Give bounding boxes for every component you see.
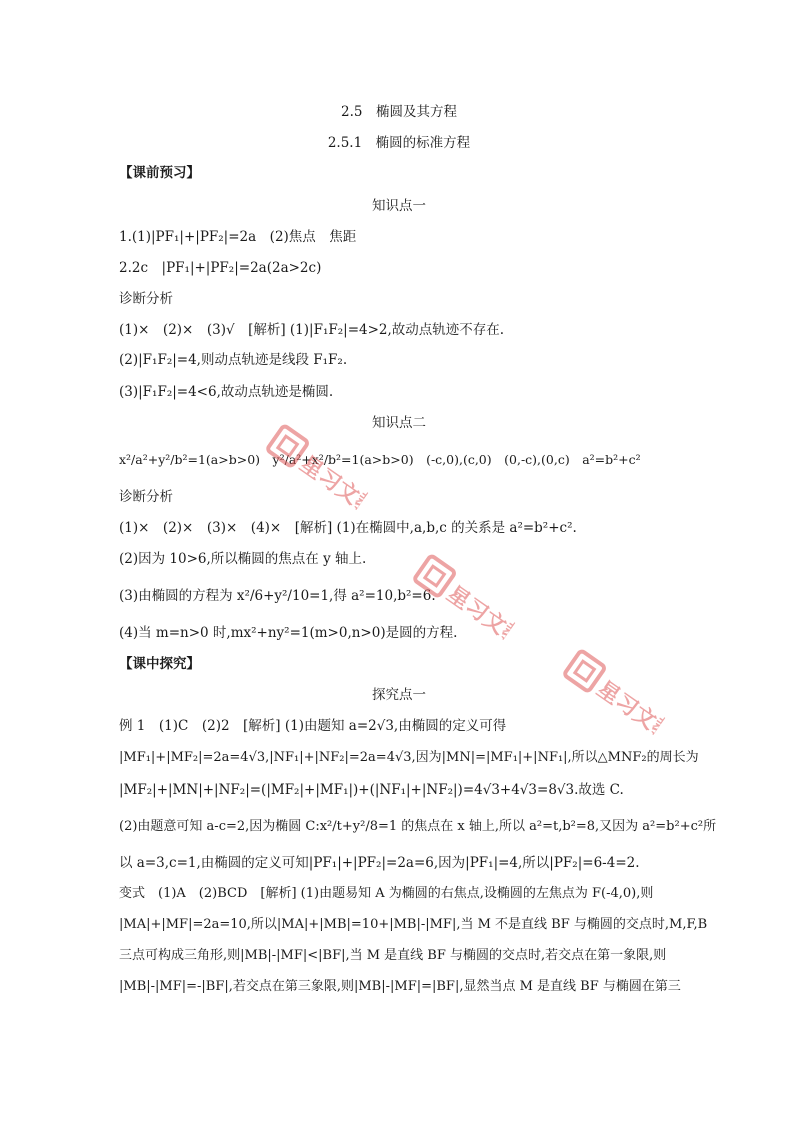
- variant-line-4: |MB|-|MF|=-|BF|,若交点在第三象限,则|MB|-|MF|=|BF|,显然当点 M 是直线 BF 与椭圆在第三: [119, 979, 681, 994]
- diagnosis2-line-3: (3)由椭圆的方程为 x²/6+y²/10=1,得 a²=10,b²=6.: [119, 588, 436, 604]
- knowledge1-line-2: 2.2c |PF₁|+|PF₂|=2a(2a>2c): [119, 260, 322, 276]
- page-title: 2.5 椭圆及其方程: [341, 104, 457, 120]
- example1-line-4: (2)由题意可知 a-c=2,因为椭圆 C:x²/t+y²/8=1 的焦点在 x 轴上,所以 a²=t,b²=8,又因为 a²=b²+c²所: [119, 819, 717, 834]
- example1-line-1: 例 1 (1)C (2)2 [解析] (1)由题知 a=2√3,由椭圆的定义可得: [119, 718, 507, 734]
- diagnosis1-line-1: (1)× (2)× (3)√ [解析] (1)|F₁F₂|=4>2,故动点轨迹不存在.: [119, 322, 505, 338]
- example1-line-2: |MF₁|+|MF₂|=2a=4√3,|NF₁|+|NF₂|=2a=4√3,因为|MN|=|MF₁|+|NF₁|,所以△MNF₂的周长为: [119, 750, 699, 765]
- explore-point-1-heading: 探究点一: [372, 687, 426, 703]
- knowledge-point-1-heading: 知识点一: [372, 198, 426, 214]
- knowledge1-line-1: 1.(1)|PF₁|+|PF₂|=2a (2)焦点 焦距: [119, 229, 357, 245]
- svg-text:星习文教: 星习文教: [295, 451, 376, 523]
- diagnosis1-line-2: (2)|F₁F₂|=4,则动点轨迹是线段 F₁F₂.: [119, 352, 348, 368]
- knowledge2-line-1: x²/a²+y²/b²=1(a>b>0) y²/a²+x²/b²=1(a>b>0) (-c,0),(c,0) (0,-c),(0,c) a²=b²+c²: [119, 452, 641, 467]
- page-subtitle: 2.5.1 椭圆的标准方程: [327, 135, 471, 151]
- knowledge-point-2-heading: 知识点二: [372, 415, 426, 431]
- variant-line-3: 三点可构成三角形,则|MB|-|MF|<|BF|,当 M 是直线 BF 与椭圆的交点时,若交点在第一象限,则: [119, 948, 667, 963]
- example1-line-3: |MF₂|+|MN|+|NF₂|=(|MF₂|+|MF₁|)+(|NF₁|+|NF₂|)=4√3+4√3=8√3.故选 C.: [119, 782, 624, 798]
- section-in-class: 【课中探究】: [119, 656, 200, 672]
- diagnosis2-line-1: (1)× (2)× (3)× (4)× [解析] (1)在椭圆中,a,b,c 的关系是 a²=b²+c².: [119, 520, 577, 536]
- svg-text:星习文教: 星习文教: [442, 581, 523, 653]
- diagnosis2-line-2: (2)因为 10>6,所以椭圆的焦点在 y 轴上.: [119, 551, 367, 567]
- watermark-logo-icon: [250, 419, 376, 533]
- svg-text:星习文教: 星习文教: [592, 676, 673, 748]
- diagnosis-heading-1: 诊断分析: [119, 291, 173, 307]
- example1-line-5: 以 a=3,c=1,由椭圆的定义可知|PF₁|+|PF₂|=2a=6,因为|PF₁|=4,所以|PF₂|=6-4=2.: [119, 855, 640, 871]
- variant-line-1: 变式 (1)A (2)BCD [解析] (1)由题易知 A 为椭圆的右焦点,设椭圆的左焦点为 F(-4,0),则: [119, 886, 654, 901]
- section-pre-class: 【课前预习】: [119, 165, 200, 181]
- diagnosis1-line-3: (3)|F₁F₂|=4<6,故动点轨迹是椭圆.: [119, 384, 334, 400]
- diagnosis-heading-2: 诊断分析: [119, 489, 173, 505]
- variant-line-2: |MA|+|MF|=2a=10,所以|MA|+|MB|=10+|MB|-|MF|,当 M 不是直线 BF 与椭圆的交点时,M,F,B: [119, 917, 708, 932]
- diagnosis2-line-4: (4)当 m=n>0 时,mx²+ny²=1(m>0,n>0)是圆的方程.: [119, 625, 458, 641]
